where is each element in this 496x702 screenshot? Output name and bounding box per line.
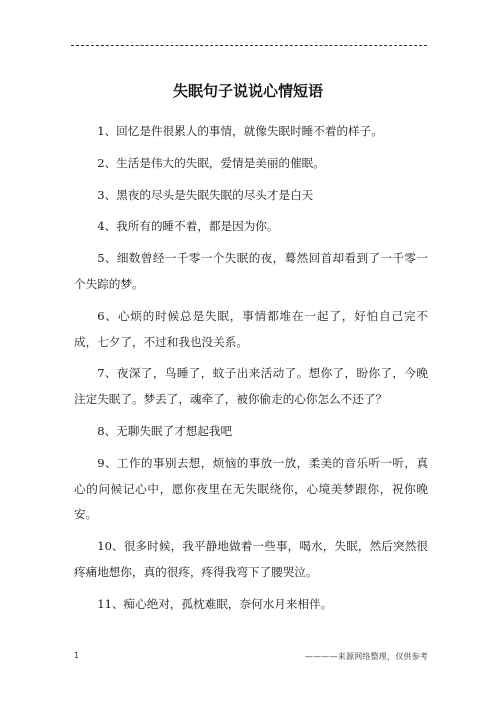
paragraph: 2、生活是伟大的失眠，爱情是美丽的催眠。 <box>97 155 325 170</box>
document-title: 失眠句子说说心情短语 <box>172 82 323 100</box>
paragraph: 4、我所有的睡不着，都是因为你。 <box>97 219 279 234</box>
paragraph: 1、回忆是件很累人的事情，就像失眠时睡不着的样子。 <box>97 124 383 138</box>
paragraph: 7、夜深了，鸟睡了，蚊子出来活动了。想你了，盼你了，今晚注定失眠了。梦丢了，魂牵了，被你偷走的心你怎么不还了？ <box>74 366 428 407</box>
document-body <box>74 119 428 624</box>
paragraph: 3、黑夜的尽头是失眠失眠的尽头才是白天 <box>97 187 314 202</box>
paragraph: 6、心烦的时候总是失眠，事情都堆在一起了，好怕自己完不成，七夕了，不过和我也没关系。 <box>74 308 428 349</box>
paragraph: 8、无聊失眠了才想起我吧 <box>97 423 233 438</box>
paragraph: 11、痴心绝对，孤枕难眠，奈何水月来相伴。 <box>97 596 333 611</box>
page-number: 1 <box>74 651 80 660</box>
source-note: ————来源网络整理，仅供参考 <box>305 652 428 661</box>
header-dashed-rule <box>71 45 427 46</box>
paragraph: 5、细数曾经一千零一个失眠的夜，蓦然回首却看到了一千零一个失踪的梦。 <box>74 251 428 291</box>
paragraph: 10、很多时候，我平静地做着一些事，喝水，失眠，然后突然很疼痛地想你，真的很疼，疼得我弯下了腰哭泣。 <box>74 539 428 579</box>
paragraph: 9、工作的事别去想，烦恼的事放一放，柔美的音乐听一听，真心的问候记心中，愿你夜里在无失眠绕你，心境美梦跟你，祝你晚安。 <box>74 455 428 522</box>
